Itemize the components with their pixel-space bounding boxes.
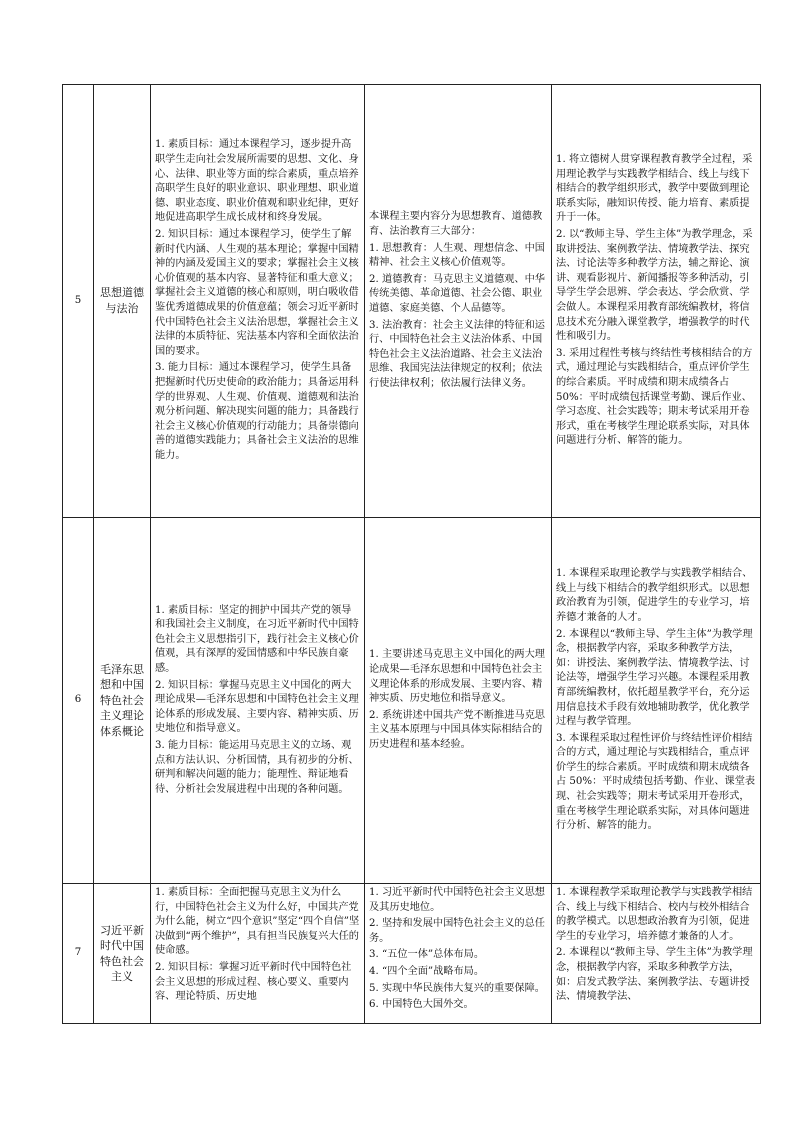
course-content (365, 884, 552, 1024)
content-paragraph: 2. 系统讲述中国共产党不断推进马克思主义基本原理与中国具体实际相结合的历史进程和基本经验。 (369, 709, 545, 750)
content-paragraph: 6. 中国特色大国外交。 (369, 999, 474, 1011)
content-paragraph: 3. 法治教育：社会主义法律的特征和运行、中国特色社会主义法治体系、中国特色社会主义法治道路、社会主义法治思维、我国宪法法律规定的权利；依法行使法律权利；依法履行法律义务。 (369, 319, 545, 389)
content-paragraph: 4. “四个全面”战略布局。 (369, 965, 485, 977)
method-paragraph: 3. 本课程采取过程性评价与终结性评价相结合的方式，通过理论与实践相结合，重点评价学生的综合素质。平时成绩和期末成绩各占 50%：平时成绩包括考勤、作业、课堂表现、社会实践等；期末考试采用开卷形式，重在考核学生理论联系实际，对具体问题进行分析、解答的能力。 (556, 732, 756, 832)
goal-paragraph: 3. 能力目标：通过本课程学习，使学生具备把握新时代历史使命的政治能力；具备运用科学的世界观、人生观、价值观、道德观和法治观分析问题、解决现实问题的能力；具备践行社会主义核心价值观的行动能力；具备崇德向善的道德实践能力；具备社会主义法治的思维能力。 (155, 362, 359, 461)
method-clip (556, 884, 756, 1023)
method-paragraph: 1. 本课程教学采取理论教学与实践教学相结合、线上与线下相结合、校内与校外相结合的教学模式。以思想政治教育为引领，促进学生的专业学习，培养德才兼备的人才。 (556, 887, 753, 942)
content-paragraph: 5. 实现中华民族伟大复兴的重要保障。 (369, 982, 545, 994)
course-goals (151, 884, 365, 1024)
content-paragraph: 1. 思想教育：人生观、理想信念、中国精神、社会主义核心价值观等。 (369, 242, 545, 269)
course-number: 5 (63, 85, 94, 518)
goal-paragraph: 1. 素质目标：全面把握马克思主义为什么行，中国特色社会主义为什么好，中国共产党为什么能，树立“四个意识”坚定“四个自信”坚决做到“两个维护”，具有担当民族复兴大任的使命感。 (155, 887, 360, 957)
course-name: 思想道德与法治 (94, 85, 151, 518)
goal-paragraph: 3. 能力目标：能运用马克思主义的立场、观点和方法认识、分析国情，具有初步的分析、研判和解决问题的能力；能理性、辩证地看待、分析社会发展进程中出现的各种问题。 (155, 739, 359, 795)
goal-paragraph: 2. 知识目标：掌握马克思主义中国化的两大理论成果—毛泽东思想和中国特色社会主义理论体系的形成发展、主要内容、精神实质、历史地位和指导意义。 (155, 679, 359, 735)
course-name: 习近平新时代中国特色社会主义 (94, 884, 151, 1024)
method-paragraph: 3. 采用过程性考核与终结性考核相结合的方式，通过理论与实践相结合，重点评价学生的综合素质。平时成绩和期末成绩各占 50%：平时成绩包括课堂考勤、课后作业、学习态度、社会实践等；期末考试采用开卷形式，重在考核学生理论联系实际，对具体问题进行分析、解答的能力。 (556, 347, 753, 447)
curriculum-table (62, 84, 761, 1024)
method-paragraph: 2. 以“教师主导、学生主体”为教学理念，采取讲授法、案例教学法、情境教学法、探究法、讨论法等多种教学方法，辅之辩论、演讲、观看影视片、新闻播报等多种活动，引导学生学会思辨、学会表达、学会欣赏、学会做人。本课程采用教育部统编教材，将信息技术充分融入课堂教学，增强教学的时代性和吸引力。 (556, 229, 753, 343)
course-number: 7 (63, 884, 94, 1024)
method-paragraph: 1. 本课程采取理论教学与实践教学相结合、线上与线下相结合的教学组织形式。以思想政治教育为引领，促进学生的专业学习，培养德才兼备的人才。 (556, 568, 753, 623)
content-paragraph: 1. 主要讲述马克思主义中国化的两大理论成果—毛泽东思想和中国特色社会主义理论体系的形成发展、主要内容、精神实质、历史地位和指导意义。 (369, 649, 545, 705)
goal-clip (155, 884, 360, 1023)
course-number: 6 (63, 518, 94, 884)
goal-paragraph: 1. 素质目标：坚定的拥护中国共产党的领导和我国社会主义制度，在习近平新时代中国特色社会主义思想指引下，践行社会主义核心价值观，具有深厚的爱国情感和中华民族自豪感。 (155, 604, 359, 675)
content-paragraph: 3. “五位一体”总体布局。 (369, 949, 485, 961)
goal-paragraph: 2. 知识目标：掌握习近平新时代中国特色社会主义思想的形成过程、核心要义、重要内容、理论特质、历史地 (155, 961, 352, 1003)
table-row (63, 85, 761, 518)
course-goals (151, 518, 365, 884)
course-goals (151, 85, 365, 518)
course-name: 毛泽东思想和中国特色社会主义理论体系概论 (94, 518, 151, 884)
method-paragraph: 1. 将立德树人贯穿课程教育教学全过程，采用理论教学与实践教学相结合、线上与线下相结合的教学组织形式，教学中要做到理论联系实际，融知识传授、能力培育、素质提升于一体。 (556, 154, 753, 224)
goal-paragraph: 2. 知识目标：通过本课程学习，使学生了解新时代内涵、人生观的基本理论；掌握中国精神的内涵及爱国主义的要求；掌握社会主义核心价值观的基本内容、显著特征和重大意义；掌握社会主义道德的核心和原则，明白吸收借鉴优秀道德成果的价值意蕴；领会习近平新时代中国特色社会主义法治思想，掌握社会主义法律的本质特征、宪法基本内容和全面依法治国的要求。 (155, 229, 359, 357)
course-content (365, 85, 552, 518)
teaching-methods (552, 884, 761, 1024)
content-clip (369, 884, 547, 1023)
teaching-methods (552, 518, 761, 884)
table-row (63, 884, 761, 1024)
content-paragraph: 2. 道德教育：马克思主义道德观、中华传统美德、革命道德、社会公德、职业道德、家庭美德、个人品德等。 (369, 273, 545, 314)
method-paragraph: 2. 本课程以“教师主导、学生主体”为教学理念，根据教学内容，采取多种教学方法，如：讲授法、案例教学法、情境教学法、讨论法等，增强学生学习兴趣。本课程采用教育部统编教材，依托超星教学平台，充分运用信息技术手段有效地辅助教学，优化教学过程与教学管理。 (556, 628, 753, 728)
curriculum-table-page (62, 84, 756, 1024)
content-paragraph: 2. 坚持和发展中国特色社会主义的总任务。 (369, 918, 545, 944)
course-content (365, 518, 552, 884)
goal-paragraph: 1. 素质目标：通过本课程学习，逐步提升高职学生走向社会发展所需要的思想、文化、身心、法律、职业等方面的综合素质，重点培养高职学生良好的职业意识、职业理想、职业道德、职业态度、职业价值观和职业纪律，更好地促进高职学生成长成材和终身发展。 (155, 139, 359, 224)
content-paragraph: 1. 习近平新时代中国特色社会主义思想及其历史地位。 (369, 887, 545, 913)
teaching-methods (552, 85, 761, 518)
content-paragraph: 本课程主要内容分为思想教育、道德教育、法治教育三大部分： (369, 211, 543, 238)
table-row (63, 518, 761, 884)
method-paragraph: 2. 本课程以“教师主导、学生主体”为教学理念，根据教学内容，采取多种教学方法，如：启发式教学法、案例教学法、专题讲授法、情境教学法、 (556, 947, 753, 1003)
